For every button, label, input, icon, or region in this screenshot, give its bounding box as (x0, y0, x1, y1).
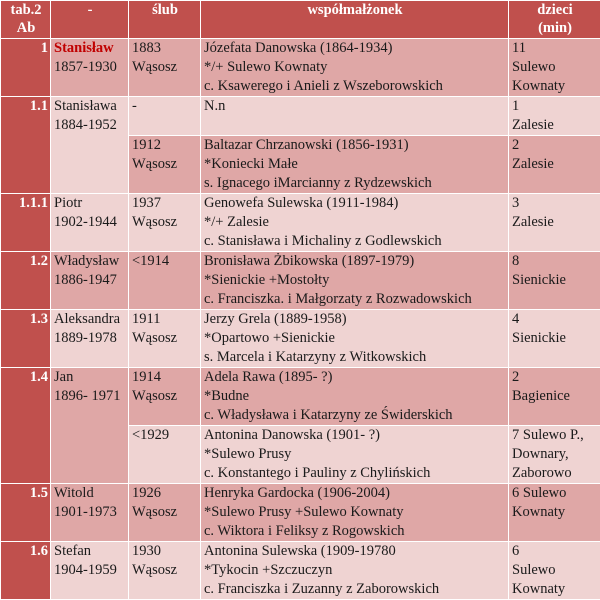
spouse-birth-death: *Budne (204, 387, 506, 406)
person-name: Stanisław (54, 39, 126, 58)
children-count: 8 (512, 252, 598, 271)
person-cell (51, 97, 129, 194)
marriage-place: Wąsosz (132, 329, 198, 348)
spouse-cell (201, 136, 509, 194)
marriage-place: Wąsosz (132, 58, 198, 77)
header-table-id-line2: Ab (4, 19, 48, 37)
marriage-cell (129, 39, 201, 97)
children-place: Kownaty (512, 77, 598, 96)
children-count: 2 (512, 368, 598, 387)
person-years: 1904-1959 (54, 561, 126, 580)
person-name: Jan (54, 368, 126, 387)
spouse-birth-death: *Sulewo Prusy +Sulewo Kownaty (204, 503, 506, 522)
entry-code: 1.3 (1, 310, 51, 368)
entry-code: 1.6 (1, 542, 51, 600)
spouse-cell (201, 97, 509, 136)
spouse-name: Józefata Danowska (1864-1934) (204, 39, 506, 58)
spouse-parents: c. Konstantego i Pauliny z Chylińskich (204, 464, 506, 483)
marriage-cell (129, 368, 201, 426)
marriage-cell (129, 194, 201, 252)
entry-code: 1 (1, 39, 51, 97)
spouse-name: Baltazar Chrzanowski (1856-1931) (204, 136, 506, 155)
entry-code: 1.1 (1, 97, 51, 194)
spouse-name: Antonina Sulewska (1909-19780 (204, 542, 506, 561)
spouse-cell (201, 542, 509, 600)
spouse-cell (201, 39, 509, 97)
children-count: 1 (512, 97, 598, 116)
children-cell (509, 310, 600, 368)
entry-code: 1.1.1 (1, 194, 51, 252)
person-years: 1901-1973 (54, 503, 126, 522)
person-cell (51, 252, 129, 310)
entry-code: 1.4 (1, 368, 51, 484)
marriage-cell (129, 484, 201, 542)
marriage-year: 1930 (132, 542, 198, 561)
marriage-year: 1883 (132, 39, 198, 58)
spouse-birth-death: *Sulewo Prusy (204, 445, 506, 464)
header-name: - (51, 1, 129, 39)
marriage-place: Wąsosz (132, 155, 198, 174)
children-place: Zalesie (512, 213, 598, 232)
header-row (1, 1, 600, 39)
spouse-name: Henryka Gardocka (1906-2004) (204, 484, 506, 503)
person-name: Stanisława (54, 97, 126, 116)
spouse-birth-death: *Tykocin +Szczuczyn (204, 561, 506, 580)
person-name: Stefan (54, 542, 126, 561)
spouse-parents: c. Franciszka i Zuzanny z Zaborowskich (204, 580, 506, 599)
marriage-place: Wąsosz (132, 503, 198, 522)
table-row (1, 368, 600, 426)
spouse-cell (201, 484, 509, 542)
person-years: 1896- 1971 (54, 387, 126, 406)
spouse-parents: s. Marcela i Katarzyny z Witkowskich (204, 348, 506, 367)
marriage-cell (129, 136, 201, 194)
children-place: Downary, (512, 445, 598, 464)
marriage-place: Wąsosz (132, 387, 198, 406)
entry-code: 1.5 (1, 484, 51, 542)
header-table-id (1, 1, 51, 39)
spouse-parents: c. Wiktora i Feliksy z Rogowskich (204, 522, 506, 541)
spouse-name: Bronisława Żbikowska (1897-1979) (204, 252, 506, 271)
person-years: 1902-1944 (54, 213, 126, 232)
person-name: Witold (54, 484, 126, 503)
table-row (1, 252, 600, 310)
header-spouse: współmałżonek (201, 1, 509, 39)
person-years: 1857-1930 (54, 58, 126, 77)
header-table-id-line1: tab.2 (4, 1, 48, 19)
children-cell (509, 194, 600, 252)
table-row (1, 310, 600, 368)
person-name: Aleksandra (54, 310, 126, 329)
spouse-birth-death: *Opartowo +Sienickie (204, 329, 506, 348)
children-count: 6 Sulewo (512, 484, 598, 503)
children-place: Kownaty (512, 580, 598, 599)
marriage-year: 1914 (132, 368, 198, 387)
person-cell (51, 542, 129, 600)
header-children (509, 1, 600, 39)
person-cell (51, 310, 129, 368)
person-years: 1886-1947 (54, 271, 126, 290)
marriage-cell (129, 426, 201, 484)
table-row (1, 39, 600, 97)
person-cell (51, 39, 129, 97)
table-row (1, 484, 600, 542)
spouse-name: Jerzy Grela (1889-1958) (204, 310, 506, 329)
children-place: Zaborowo (512, 464, 598, 483)
spouse-name: N.n (204, 97, 506, 116)
children-place: Sienickie (512, 329, 598, 348)
person-cell (51, 194, 129, 252)
children-place: Sienickie (512, 271, 598, 290)
spouse-name: Genowefa Sulewska (1911-1984) (204, 194, 506, 213)
spouse-parents: c. Stanisława i Michaliny z Godlewskich (204, 232, 506, 251)
children-cell (509, 97, 600, 136)
children-count: 2 (512, 136, 598, 155)
children-cell (509, 542, 600, 600)
table-row (1, 194, 600, 252)
header-children-line2: (min) (512, 19, 598, 37)
marriage-cell (129, 542, 201, 600)
marriage-year: <1929 (132, 426, 198, 445)
spouse-parents: c. Franciszka. i Małgorzaty z Rozwadowskich (204, 290, 506, 309)
entry-code: 1.2 (1, 252, 51, 310)
children-cell (509, 368, 600, 426)
spouse-name: Adela Rawa (1895- ?) (204, 368, 506, 387)
children-cell (509, 426, 600, 484)
children-place: Bagienice (512, 387, 598, 406)
person-years: 1889-1978 (54, 329, 126, 348)
spouse-cell (201, 252, 509, 310)
spouse-birth-death: */+ Zalesie (204, 213, 506, 232)
spouse-birth-death: *Koniecki Małe (204, 155, 506, 174)
marriage-year: 1937 (132, 194, 198, 213)
marriage-place: Wąsosz (132, 213, 198, 232)
children-count: 7 Sulewo P., (512, 426, 598, 445)
person-cell (51, 368, 129, 484)
spouse-cell (201, 310, 509, 368)
spouse-parents: c. Władysława i Katarzyny ze Świderskich (204, 406, 506, 425)
marriage-cell (129, 252, 201, 310)
children-cell (509, 252, 600, 310)
children-count: 4 (512, 310, 598, 329)
children-cell (509, 484, 600, 542)
header-children-line1: dzieci (512, 1, 598, 19)
marriage-year: 1911 (132, 310, 198, 329)
children-place: Sulewo (512, 561, 598, 580)
table-row (1, 97, 600, 136)
spouse-birth-death: *Sienickie +Mostołty (204, 271, 506, 290)
children-cell (509, 39, 600, 97)
marriage-year: 1912 (132, 136, 198, 155)
person-name: Piotr (54, 194, 126, 213)
children-count: 3 (512, 194, 598, 213)
spouse-cell (201, 426, 509, 484)
spouse-name: Antonina Danowska (1901- ?) (204, 426, 506, 445)
children-count: 6 (512, 542, 598, 561)
person-years: 1884-1952 (54, 116, 126, 135)
spouse-parents: c. Ksawerego i Anieli z Wszeborowskich (204, 77, 506, 96)
marriage-cell (129, 310, 201, 368)
header-marriage: ślub (129, 1, 201, 39)
children-place: Sulewo (512, 58, 598, 77)
table-row (1, 542, 600, 600)
marriage-place: Wąsosz (132, 561, 198, 580)
children-cell (509, 136, 600, 194)
children-place: Zalesie (512, 116, 598, 135)
marriage-year: <1914 (132, 252, 198, 271)
spouse-parents: s. Ignacego iMarcianny z Rydzewskich (204, 174, 506, 193)
person-cell (51, 484, 129, 542)
marriage-year: - (132, 97, 198, 116)
person-name: Władysław (54, 252, 126, 271)
marriage-cell (129, 97, 201, 136)
children-place: Kownaty (512, 503, 598, 522)
spouse-cell (201, 368, 509, 426)
marriage-year: 1926 (132, 484, 198, 503)
children-count: 11 (512, 39, 598, 58)
spouse-cell (201, 194, 509, 252)
children-place: Zalesie (512, 155, 598, 174)
spouse-birth-death: */+ Sulewo Kownaty (204, 58, 506, 77)
